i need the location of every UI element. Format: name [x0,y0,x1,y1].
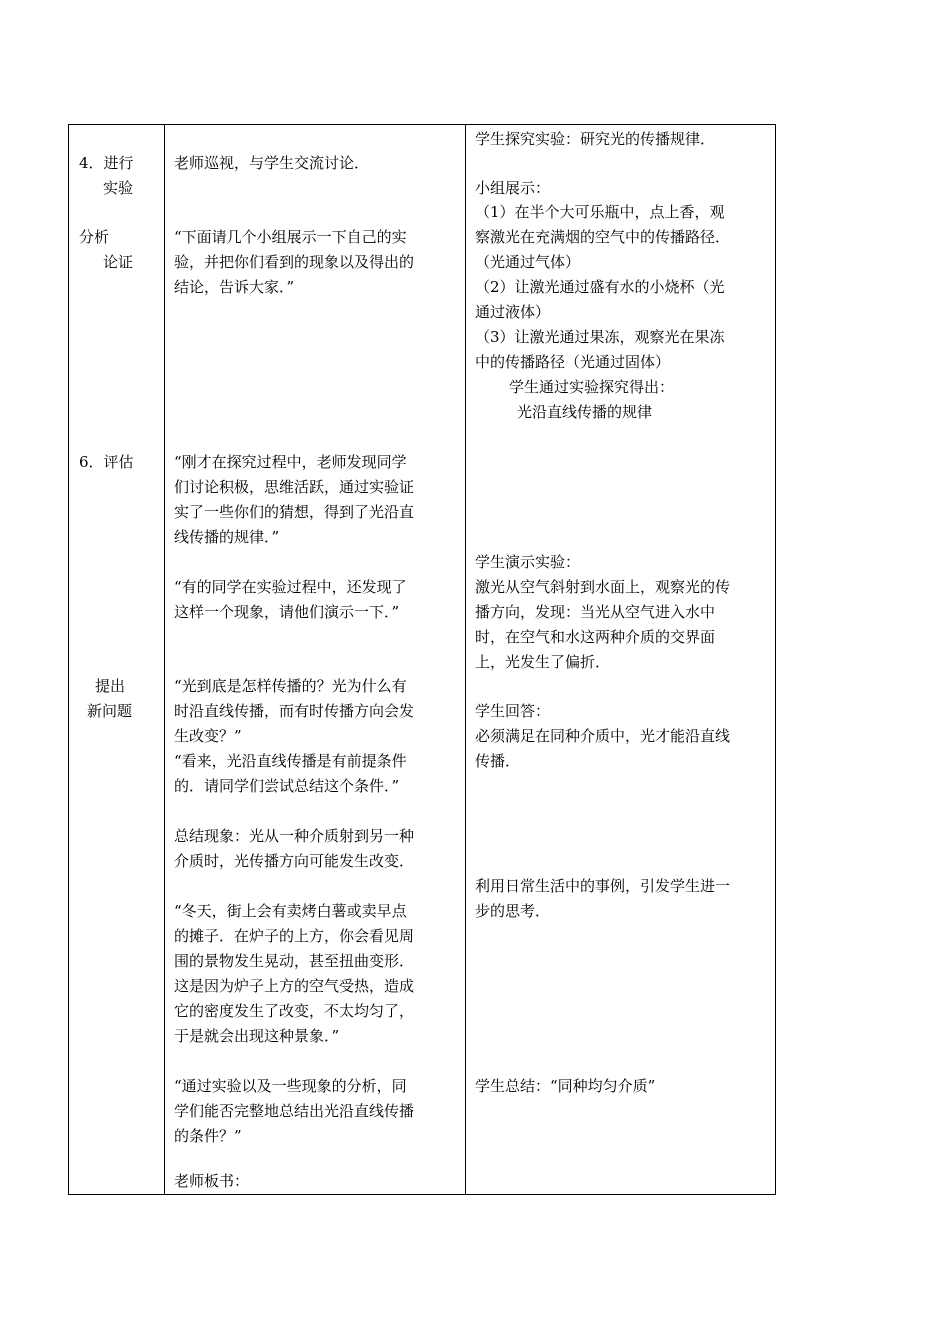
student-text: 察激光在充满烟的空气中的传播路径． [475,228,731,246]
student-text: 中的传播路径（光通过固体） [475,353,671,371]
teacher-text: 这样一个现象，请他们演示一下．” [174,603,400,621]
teacher-text: “光到底是怎样传播的？光为什么有 [174,677,407,695]
teacher-text: 老师板书： [174,1172,250,1190]
teacher-text: 学们能否完整地总结出光沿直线传播 [174,1102,415,1120]
teacher-text: 们讨论积极，思维活跃，通过实验证 [174,478,415,496]
student-text: 小组展示： [475,179,551,197]
teacher-text: 总结现象：光从一种介质射到另一种 [174,827,415,845]
stage-label: 实验 [103,179,134,197]
column-divider-2 [465,125,466,1194]
student-text: 光沿直线传播的规律 [517,403,653,421]
student-text: 传播． [475,752,521,770]
teacher-text: 验，并把你们看到的现象以及得出的 [174,253,415,271]
student-text: 学生探究实验：研究光的传播规律． [475,130,716,148]
student-text: 通过液体） [475,303,551,321]
teacher-text: 的条件？” [174,1127,242,1145]
student-text: 激光从空气斜射到水面上，观察光的传 [475,578,731,596]
teacher-text: 老师巡视，与学生交流讨论． [174,154,370,172]
student-text: 学生演示实验： [475,553,581,571]
stage-label: 6．评估 [79,453,134,471]
student-text: 上，光发生了偏折． [475,653,611,671]
teacher-text: 时沿直线传播，而有时传播方向会发 [174,702,415,720]
student-text: 学生通过实验探究得出： [509,378,675,396]
teacher-text: 的摊子．在炉子的上方，你会看见周 [174,927,415,945]
teacher-text: 生改变？” [174,727,242,745]
teacher-text: 的．请同学们尝试总结这个条件．” [174,777,400,795]
teacher-text: 于是就会出现这种景象．” [174,1027,340,1045]
stage-label: 新问题 [87,702,133,720]
student-text: 播方向，发现：当光从空气进入水中 [475,603,716,621]
teacher-text: 围的景物发生晃动，甚至扭曲变形． [174,952,415,970]
student-text: 学生总结：“同种均匀介质” [475,1077,656,1095]
student-text: 步的思考． [475,902,551,920]
stage-label: 分析 [79,228,110,246]
student-text: 利用日常生活中的事例，引发学生进一 [475,877,731,895]
teacher-text: “刚才在探究过程中，老师发现同学 [174,453,407,471]
teacher-text: 它的密度发生了改变，不太均匀了， [174,1002,415,1020]
teacher-text: 介质时，光传播方向可能发生改变． [174,852,415,870]
teacher-text: 线传播的规律．” [174,528,280,546]
student-text: （光通过气体） [475,253,581,271]
teacher-text: “通过实验以及一些现象的分析，同 [174,1077,407,1095]
student-text: 时，在空气和水这两种介质的交界面 [475,628,716,646]
teacher-text: 结论，告诉大家．” [174,278,295,296]
teacher-text: 这是因为炉子上方的空气受热，造成 [174,977,415,995]
teacher-text: “下面请几个小组展示一下自己的实 [174,228,407,246]
student-text: （3）让激光通过果冻，观察光在果冻 [475,328,725,346]
stage-label: 4．进行 [79,154,134,172]
student-text: 学生回答： [475,702,551,720]
stage-label: 论证 [103,253,134,271]
student-text: （1）在半个大可乐瓶中，点上香，观 [475,203,725,221]
teacher-text: “有的同学在实验过程中，还发现了 [174,578,407,596]
teacher-text: “冬天，街上会有卖烤白薯或卖早点 [174,902,407,920]
column-divider-1 [164,125,165,1194]
lesson-table [68,124,776,1195]
teacher-text: 实了一些你们的猜想，得到了光沿直 [174,503,415,521]
student-text: （2）让激光通过盛有水的小烧杯（光 [475,278,725,296]
teacher-text: “看来，光沿直线传播是有前提条件 [174,752,407,770]
stage-label: 提出 [95,677,126,695]
student-text: 必须满足在同种介质中，光才能沿直线 [475,727,731,745]
